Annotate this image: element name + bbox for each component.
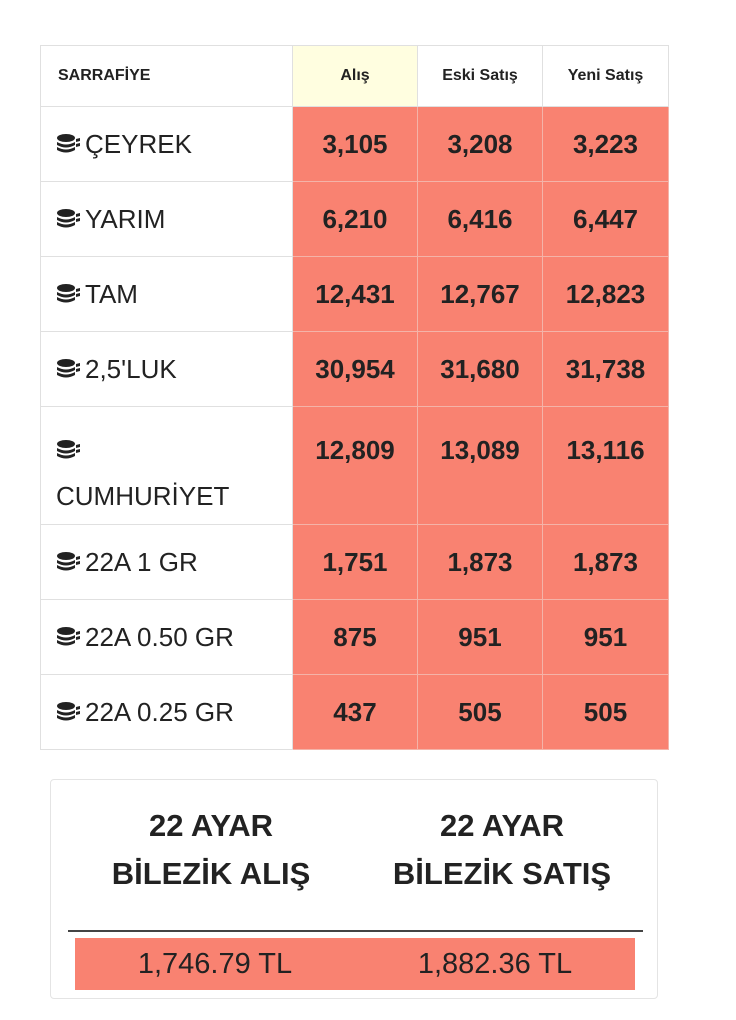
gold-price-table [40,45,669,750]
row-yeni-satis-value: 3,223 [543,107,669,182]
row-name-cell [41,600,293,675]
row-eski-satis-value: 951 [418,600,543,675]
bilezik-alis-value: 1,746.79 TL [137,948,293,980]
row-eski-satis-value: 13,089 [418,407,543,525]
bilezik-panel [50,779,658,999]
row-name-label: TAM [85,278,138,309]
table-row [41,107,669,182]
row-yeni-satis-value: 951 [543,600,669,675]
row-name-label: ÇEYREK [85,128,192,159]
table-row [41,182,669,257]
bilezik-divider [68,930,643,932]
coins-stack-icon [56,439,82,461]
row-name-label: 22A 0.50 GR [85,621,234,652]
coins-stack-icon [56,626,82,648]
row-alis-value: 30,954 [293,332,418,407]
header-sarrafiye: SARRAFİYE [41,46,293,107]
row-yeni-satis-value: 31,738 [543,332,669,407]
row-yeni-satis-value: 12,823 [543,257,669,332]
table-body [41,107,669,750]
row-name-label: 22A 0.25 GR [85,696,234,727]
table-row [41,525,669,600]
coins-stack-icon [56,358,82,380]
bilezik-satis-title-line1: 22 AYAR [439,808,565,843]
coins-stack-icon [56,133,82,155]
row-name-cell [41,407,293,525]
table-header-row [41,46,669,107]
row-alis-value: 3,105 [293,107,418,182]
row-name-label: YARIM [85,203,166,234]
bilezik-satis-value: 1,882.36 TL [417,948,573,980]
bilezik-values-bar [75,938,635,990]
row-name-cell [41,332,293,407]
row-name-cell [41,257,293,332]
row-name-label: CUMHURİYET [56,481,230,511]
row-yeni-satis-value: 1,873 [543,525,669,600]
table-row [41,257,669,332]
coins-stack-icon [56,208,82,230]
bilezik-alis-title [91,802,331,898]
coins-stack-icon [56,551,82,573]
table-row [41,332,669,407]
row-alis-value: 875 [293,600,418,675]
bilezik-alis-title-line2: BİLEZİK ALIŞ [111,856,311,891]
row-name-cell [41,107,293,182]
row-eski-satis-value: 31,680 [418,332,543,407]
row-yeni-satis-value: 505 [543,675,669,750]
bilezik-satis-title-line2: BİLEZİK SATIŞ [392,856,612,891]
header-yeni-satis: Yeni Satış [543,46,669,107]
header-eski-satis: Eski Satış [418,46,543,107]
row-eski-satis-value: 1,873 [418,525,543,600]
bilezik-satis-title [369,802,635,898]
coins-stack-icon [56,283,82,305]
row-alis-value: 12,809 [293,407,418,525]
row-name-label: 2,5'LUK [85,353,177,384]
row-yeni-satis-value: 13,116 [543,407,669,525]
coins-stack-icon [56,701,82,723]
row-eski-satis-value: 505 [418,675,543,750]
row-eski-satis-value: 12,767 [418,257,543,332]
row-name-label: 22A 1 GR [85,546,198,577]
row-alis-value: 437 [293,675,418,750]
row-name-cell [41,675,293,750]
row-yeni-satis-value: 6,447 [543,182,669,257]
row-alis-value: 1,751 [293,525,418,600]
row-eski-satis-value: 3,208 [418,107,543,182]
header-alis: Alış [293,46,418,107]
row-alis-value: 6,210 [293,182,418,257]
table-row [41,407,669,525]
table-row [41,600,669,675]
row-name-cell [41,182,293,257]
table-row [41,675,669,750]
row-name-cell [41,525,293,600]
bilezik-alis-title-line1: 22 AYAR [148,808,274,843]
row-alis-value: 12,431 [293,257,418,332]
row-eski-satis-value: 6,416 [418,182,543,257]
